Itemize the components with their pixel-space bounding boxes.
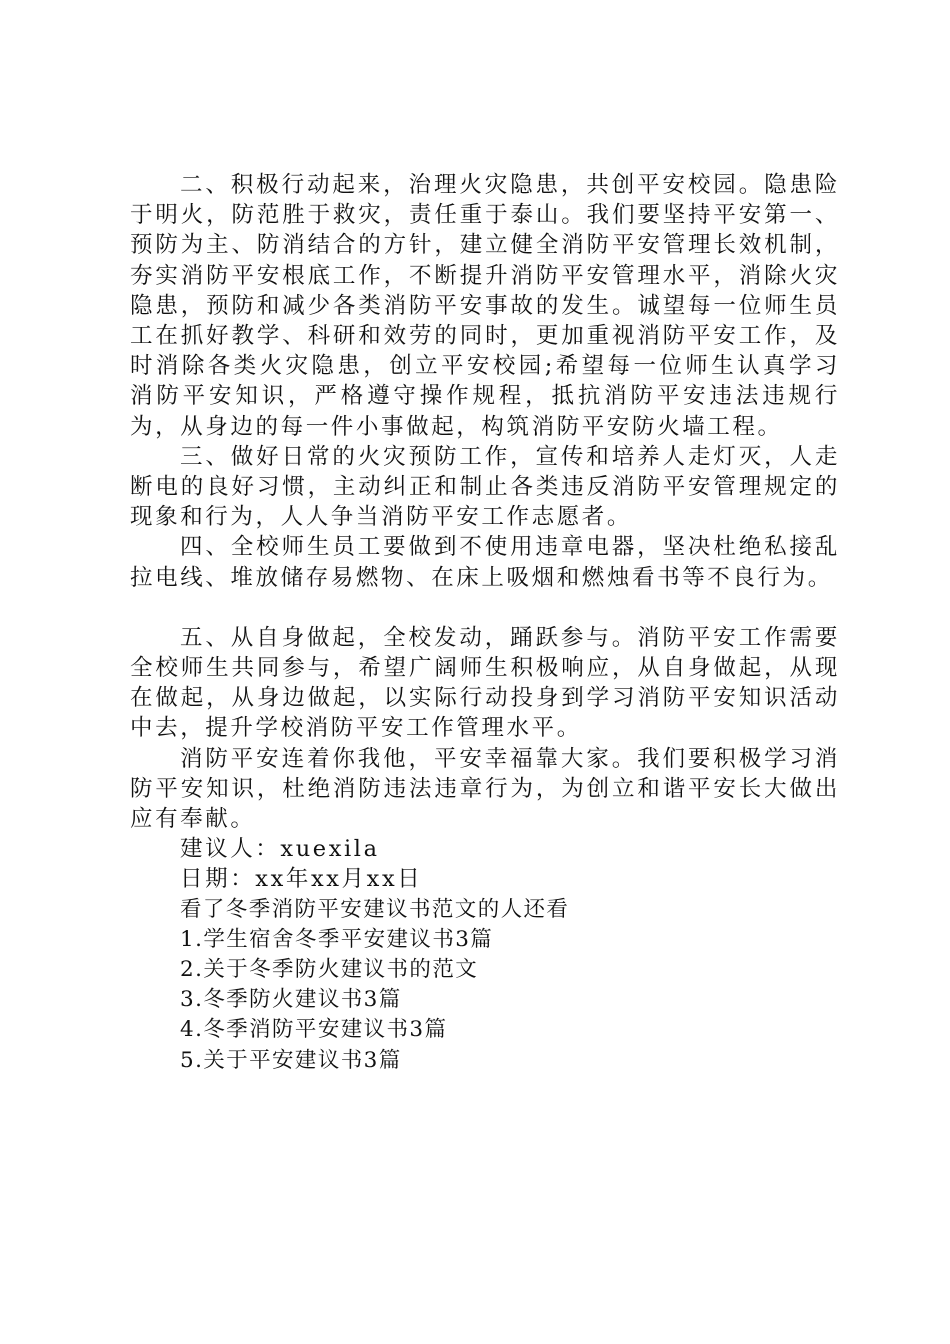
related-heading: 看了冬季消防平安建议书范文的人还看 bbox=[180, 896, 570, 922]
related-link-2[interactable]: 2.关于冬季防火建议书的范文 bbox=[180, 957, 479, 983]
date-line: 日期：xx年xx月xx日 bbox=[180, 866, 423, 893]
related-link-4[interactable]: 4.冬季消防平安建议书3篇 bbox=[180, 1017, 448, 1043]
paragraph-fire-hazards: 二、积极行动起来，治理火灾隐患，共创平安校园。隐患险于明火，防范胜于救灾，责任重于泰山。我们要坚持平安第一、预防为主、防消结合的方针，建立健全消防平安管理长效机制，夯实消防平安根底工作，不断提升消防平安管理水平，消除火灾隐患，预防和减少各类消防平安事故的发生。诚望每一位师生员工在抓好教学、科研和效劳的同时，更加重视消防平安工作，及时消除各类火灾隐患，创立平安校园;希望每一位师生认真学习消防平安知识，严格遵守操作规程，抵抗消防平安违法违规行为，从身边的每一件小事做起，构筑消防平安防火墙工程。 bbox=[130, 172, 840, 440]
paragraph-closing: 消防平安连着你我他，平安幸福靠大家。我们要积极学习消防平安知识，杜绝消防违法违章行为，为创立和谐平安长大做出应有奉献。 bbox=[130, 745, 840, 833]
related-link-1[interactable]: 1.学生宿舍冬季平安建议书3篇 bbox=[180, 926, 494, 952]
paragraph-daily-prevention: 三、做好日常的火灾预防工作，宣传和培养人走灯灭，人走断电的良好习惯，主动纠正和制止各类违反消防平安管理规定的现象和行为，人人争当消防平安工作志愿者。 bbox=[130, 443, 840, 531]
document-body bbox=[130, 170, 840, 1076]
paragraph-electrical-rules: 四、全校师生员工要做到不使用违章电器，坚决杜绝私接乱拉电线、堆放储存易燃物、在床上吸烟和燃烛看书等不良行为。 bbox=[130, 534, 840, 591]
related-link-3[interactable]: 3.冬季防火建议书3篇 bbox=[180, 987, 402, 1013]
paragraph-participation: 五、从自身做起，全校发动，踊跃参与。消防平安工作需要全校师生共同参与，希望广阔师生积极响应，从自身做起，从现在做起，从身边做起，以实际行动投身到学习消防平安知识活动中去，提升学校消防平安工作管理水平。 bbox=[130, 624, 840, 742]
related-link-5[interactable]: 5.关于平安建议书3篇 bbox=[180, 1047, 402, 1073]
proposer-line: 建议人：xuexila bbox=[180, 836, 380, 863]
